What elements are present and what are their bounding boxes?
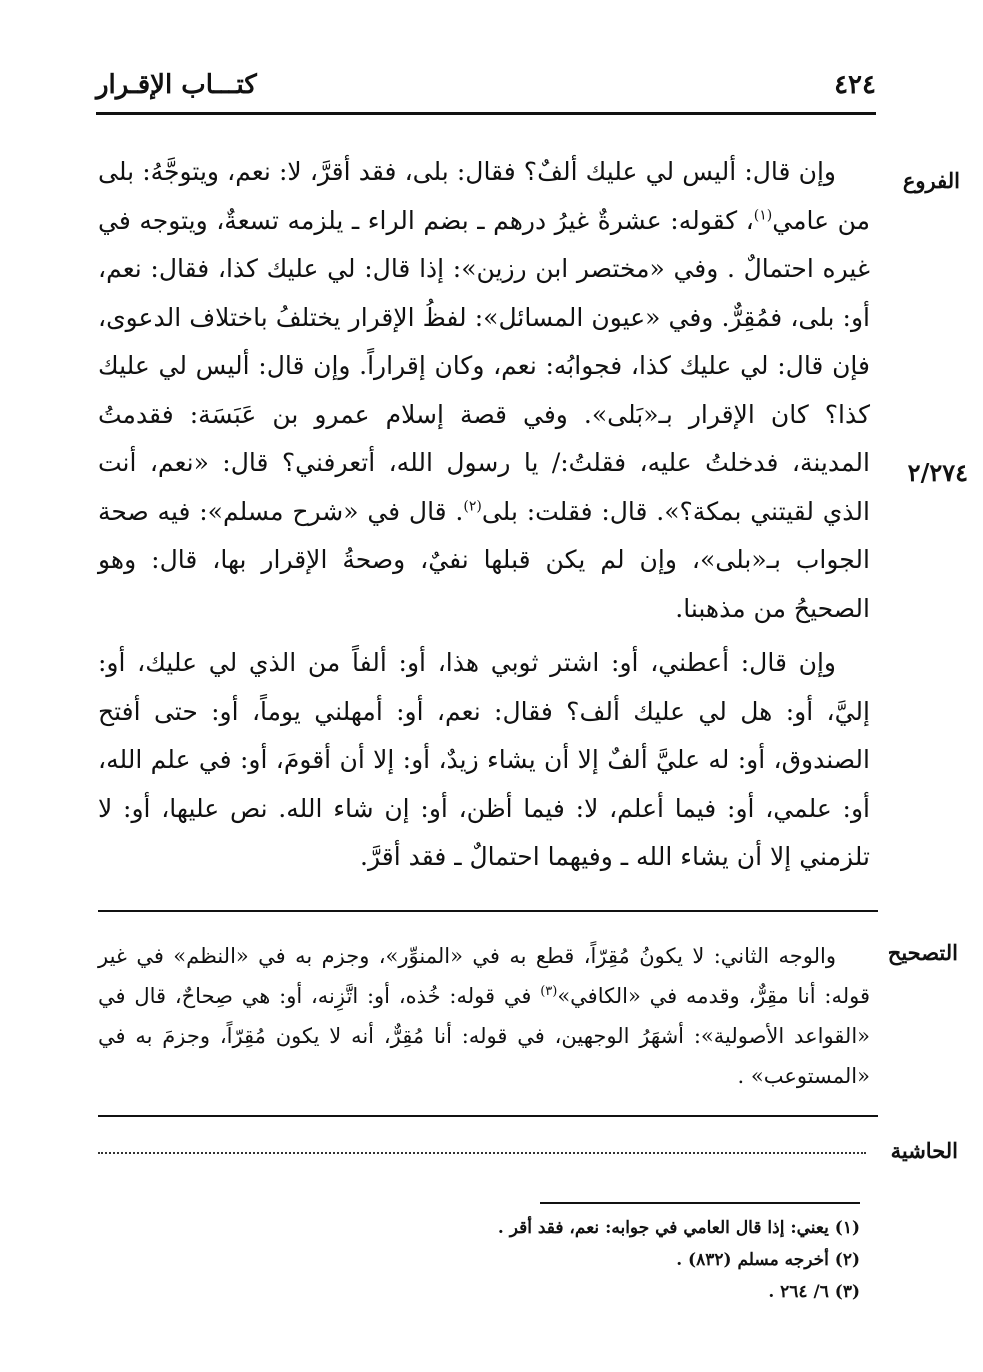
footnote-marker-3: (٣) <box>540 984 558 999</box>
section-divider <box>98 910 878 912</box>
main-text-segment: . قال في «شرح مسلم»: فيه صحة الجواب بـ«بلى»، وإن لم يكن قبلها نفيٌ، وصحةُ الإقرار بها، قال: وهو الصحيحُ من مذهبنا. <box>98 496 870 623</box>
running-head <box>96 70 876 110</box>
footnote-marker-1: (١) <box>753 207 773 224</box>
book-title: كتـــاب الإقـرار <box>96 70 257 100</box>
margin-label-tashih: التصحيح <box>887 940 958 965</box>
footnote-1: (١) يعني: إذا قال العامي في جوابه: نعم، فقد أقر . <box>497 1218 860 1238</box>
main-text <box>98 148 870 882</box>
hashiya-dotted-line <box>98 1152 866 1154</box>
footnote-3: (٣) ٦/ ٢٦٤ . <box>768 1282 860 1302</box>
margin-label-hashiya: الحاشية <box>890 1138 958 1163</box>
page-number: ٤٢٤ <box>834 70 876 100</box>
footnote-2: (٢) أخرجه مسلم (٨٣٢) . <box>676 1250 860 1270</box>
footnote-marker-2: (٢) <box>463 498 482 515</box>
main-paragraph-1 <box>98 148 870 633</box>
tashih-paragraph <box>98 936 870 1096</box>
margin-page-reference: ٢/٢٧٤ <box>907 458 968 487</box>
main-text-segment: وإن قال: أليس لي عليك ألفٌ؟ فقال: بلى، فقد أقرَّ، لا: نعم، ويتوجَّهُ: بلى من عامي <box>98 157 870 235</box>
tashih-text-segment: والوجه الثاني: لا يكونُ مُقِرّاً، قطع به في «المنوِّر»، وجزم به في «النظم» في غير قوله: أنا مقِرٌّ، وقدمه في «الكافي» <box>98 944 871 1008</box>
header-rule <box>96 112 876 115</box>
main-paragraph-2: وإن قال: أعطني، أو: اشتر ثوبي هذا، أو: ألفاً من الذي لي عليك، أو: إليَّ، أو: هل لي عليك ألف؟ فقال: نعم، أو: أمهلني يوماً، أو: حتى أفتح الصندوق، أو: له عليَّ ألفٌ إلا أن يشاء زيدٌ، أو: إلا أن أقومَ، أو: في علم الله، أو: علمي، أو: فيما أعلم، لا: فيما أظن، أو: إن شاء الله. نص عليها، أو: لا تلزمني إلا أن يشاء الله ـ وفيهما احتمالٌ ـ فقد أقرَّ. <box>98 648 870 871</box>
footnotes <box>420 1212 860 1308</box>
tashih-text <box>98 936 870 1096</box>
tashih-text-segment: في قوله: خُذه، أو: اتَّزِنه، أو: هي صِحاحٌ، قال في «القواعد الأصولية»: أشهَرُ الوجهين، في قوله: أنا مُقِرٌّ، أنه لا يكون مُقِرّاً، وجزمَ به في «المستوعب» . <box>98 984 870 1088</box>
footnote-rule <box>540 1202 860 1204</box>
margin-label-furu: الفروع <box>902 168 960 193</box>
main-text-segment: ، كقوله: عشرةٌ غيرُ درهم ـ بضم الراء ـ يلزمه تسعةٌ، ويتوجه في غيره احتمالٌ . وفي «مختصر ابن رزين»: إذا قال: لي عليك كذا، فقال: نعم، أو: بلى، فمُقِرٌّ. وفي «عيون المسائل»: لفظُ الإقرار يختلفُ باختلاف الدعوى، فإن قال: لي عليك كذا، فجوابُه: نعم، وكان إقراراً. وإن قال: أليس لي عليك كذا؟ كان الإقرار بـ«بَلى». وفي قصة إسلام عمرو بن عَبَسَة: فقدمتُ المدينة، فدخلتُ عليه، فقلتُ:/ يا رسول الله، أتعرفني؟ قال: «نعم، أنت الذي لقيتني بمكة؟». قال: فقلت: بلى <box>98 205 870 526</box>
section-divider <box>98 1115 878 1117</box>
